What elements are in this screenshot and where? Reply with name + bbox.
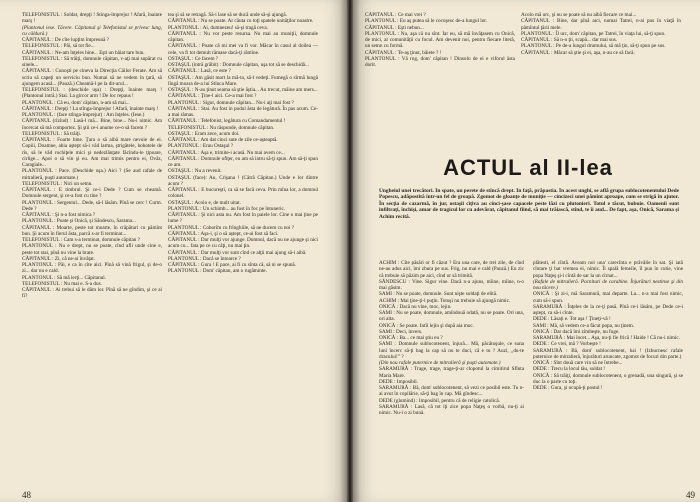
dialogue-line: PLANTONUL : Că eu, dom' căpitan, n-am să mai... <box>22 99 130 106</box>
dialogue-line: SAMI : Nu se poate, domnule, amîndouă odată, nu se poate. Ori una, ori alta. <box>379 310 524 323</box>
dialogue-line: TELEFONISTUL : Să trăiţi. <box>22 130 82 137</box>
dialogue-line: plătesti, el cîntă. Aveam noi una' carecînta e prăvălie în sat. Şi iată cîntare ţi bat vremea ei, nimic. Îl spală femeile, îl pun în cutie, vine popa Naţeş şi-i cîntă de sar la un cîrnat... <box>533 260 683 279</box>
dialogue-line: CĂPITANUL : Ai trebui să le dăm lor. Pînă să ne gîndim, şi ce ai fi? <box>22 287 162 300</box>
dialogue-line: ONICĂ : Şi zi-i, mă Saramură, mai departe. La... n-a mai fost nimic, cum să-i spun. <box>533 291 683 304</box>
dialogue-line: CĂPITANUL : Ce mai vrei ? <box>365 12 426 18</box>
dialogue-line: TELEFONISTUL : Nici un semn. <box>22 180 93 187</box>
dialogue-line: PLANTONUL : Nu, aşa că nu sînt. Iar eu, să mă învăţasem cu Onică, de mici, al comunităţii cu focul. Am devenit noi, pentru fiecare literă, un semn cu formă. <box>365 30 515 50</box>
dialogue-line: (Din nou rafale puternice de mitralieră şi puşti automate.) <box>379 360 501 366</box>
dialogue-line: OSTAŞUL : Ce facem ? <box>168 55 219 62</box>
dialogue-line: SARAMURĂ : Lasă, că tot îţi zice popa Naţeş o vorbă, nu-ţi ai nimic. Nu-i o zi bună. <box>379 403 524 416</box>
dialogue-line: ONICĂ : Sînt două care vin să ne întrebe... <box>533 360 623 366</box>
dialogue-line: OSTAŞUL : Nu a revenit. <box>168 168 222 175</box>
dialogue-line: SAMI : Domnule sublocotenent, înjură... Mă, păcătoşule, ce suna luni încerc să-ţi bag la cap să nu te duci, că e tu ? Auzi, „du-te dracului!” ? <box>379 341 524 360</box>
dialogue-line: PLANTONUL : Poate şi Onică, şi Săndescu, Sarama... <box>22 218 136 225</box>
dialogue-line: PLANTONUL : Erau Ostaşul ? <box>168 143 234 150</box>
dialogue-line: ACHIM : Cîte păsări or fi căzut ? Era una care, de trei zile, de cînd ne-au adus aici, îmi zbura pe sus. Frig, nu mai e cald (Pauză.) Eu zic că trebuie să păzim pe aici, cînd or să trimită. <box>379 260 524 279</box>
dialogue-line: CĂPITANUL : Nu se poate. Ar căuta cu toţi spatele unităţilor noastre. <box>168 18 314 25</box>
right-page-column-4 <box>533 260 683 482</box>
dialogue-line: TELEFONISTUL : Soldat, drepţi ! Stinga-împrejur ! Afară, înainte marş ! <box>22 12 162 25</box>
dialogue-line: PLANTONUL : Îl urc, dom' căpitan, pe Tatrei, în viaţa lui, să-ţi spun. <box>521 30 666 37</box>
dialogue-line: PLANTONUL : Eu aş putea să le cocoşesc de-a lungul lor. <box>365 18 488 25</box>
dialogue-line: OSTAŞUL : Am găsit mort la mă-ta, să-l vedeţi. Fumegă o sîrmă lungă lîngă moara de-a lui Stînca Mare. <box>168 74 318 87</box>
dialogue-line: ONICĂ : Ba... ce mai ştiu eu ? <box>379 335 443 341</box>
dialogue-line: SĂNDESCU : Vine. Sigur vine. Dacă n-a ajuns, mîine, mîine, n-o mai găsim. <box>379 278 524 291</box>
dialogue-line: SARAMURĂ : Bă, dom' sublocotenent, hai ! (Izbucnesc rafale puternice de mitralieră, înjurături aruncate, zgomot de focuri din parte.) <box>533 347 683 360</box>
dialogue-line: SARAMURĂ : Trage, trage, trage-ţi-ar clopotul la cimitirul Sfînta Maria Mare. <box>379 366 524 379</box>
dialogue-line: CĂPITANUL : Am dat cinci sute de zile ce-aşteaptă. <box>168 137 278 143</box>
dialogue-line: OSTAŞUL (face): Au, Crişana ! (Cătră Căpitan.) Unde e lor dintre acum ? <box>168 174 318 187</box>
dialogue-line: CĂPITANUL : Cunoşti pe cineva la Direcţia Căilor Ferate. Am să scriu să capeţi un serviciu bun. Numai să ne vedem în ţară, să ajungem acasă... (Pauză.) Cheamă-l pe la dit-arul... <box>22 68 162 87</box>
dialogue-line: SAMI : Nu se poate, domnule. Sunt nişte soldaţi de elită. <box>379 291 498 298</box>
dialogue-line: CĂPITANUL : Stai. Au fost in podul ăsta de legătură. În pas acum. Ce-a mai rămas. <box>168 105 318 118</box>
dialogue-line: SARAMURĂ : Înţeles de la ce-ţi pasă. Pînă ce-i lăsăm, pe Dede ce-i aştept, ca să-i cînte. <box>533 303 683 316</box>
dialogue-line: PLANTONUL : Pe de-a lungul drumului, să mă ţin, să-ţi spun pe sus. <box>521 43 666 50</box>
dialogue-line: PLANTONUL : Coborîm cu frînghiile, să ne ducem cu noi ? <box>168 224 295 231</box>
left-page-column-1 <box>22 12 162 484</box>
dialogue-line: CĂPITANUL : Lasă, ce este ? <box>168 68 231 75</box>
dialogue-line: PLANTONUL : (face stînga-împrejur) : Am înţeles. (Iese.) <box>22 112 145 118</box>
dialogue-line: PLANTONUL : Păi, e ca în cîte aici. Pînă să vină frigul, şi de-o zi... dar nu e cald. <box>22 262 162 275</box>
page-fold-shadow-right <box>353 0 360 502</box>
dialogue-line: CĂPITANUL : Ne-am înţeles bine... Eşti un băiat tare bun. <box>22 49 145 56</box>
dialogue-line: PLANTONUL : Sigur, domnule căpitan... Nu-i aţi mai fost ? <box>168 99 294 106</box>
dialogue-line: SARAMURĂ : Mai încet... Aşa, nu-ţi fie frică ! Haide ! Că nu-i nimic. <box>533 335 680 341</box>
dialogue-line: DEDE : Trecu la locul tău, soldat ! <box>533 366 606 373</box>
left-page <box>0 0 347 502</box>
dialogue-line: CĂPITANUL : E bucureşti, ca să se facă ceva. Prin mîna lor, a domnul colonel. <box>168 187 318 200</box>
dialogue-line: CĂPITANUL : Moarte, peste tot moarte, în crăpături cu pămînt bun. Şi acum în fierul ăsta, parcă s-ar fi terminat... <box>22 224 162 237</box>
dialogue-line: SAMI : Mă, să vedem ce-a făcut popa, nu ţinem. <box>533 322 635 329</box>
dialogue-line: CĂPITANUL : E timbrul. Şi ce-i Dede ? Cum se cheamă. Domnule sergent, şi ce-a fost cu tine ? <box>22 187 162 200</box>
dialogue-line: PLANTONUL : Nu e drept, nu se poate, cînd afli unde cine e, peste tot stai, pînă nu vine la brate. <box>22 243 162 256</box>
dialogue-line: PLANTONUL : Dom' căpitan, am o rugăminte. <box>168 268 267 275</box>
act-title: ACTUL al II-lea <box>443 155 613 180</box>
dialogue-line: CĂPITANUL : Nu vor peste resursa. Nu mai au muniţii, domnule căpitan. <box>168 30 318 43</box>
right-page-column-2 <box>521 12 681 142</box>
dialogue-line: ONICĂ : Dacă nu vine, moc, lejin. <box>379 303 452 310</box>
dialogue-line: ONICĂ : Dar dacă îmi zîmbeşte, nu fuge. <box>533 328 620 335</box>
dialogue-line: DEDE : Imposibil. <box>379 378 419 385</box>
dialogue-line: TELEFONISTUL : Nu răspunde, domnule căpitan. <box>168 124 275 131</box>
dialogue-line: CĂPITANUL : Dar mulţi vor ajunge. Domnul, dacă nu ne ajunge şi nici acum cu... fata pe ce cu câţi, nu mai ţin. <box>168 237 318 250</box>
dialogue-line: CĂPITANUL : Poate că mi mei va fi vor. Măcar în casul al doilea — cele, va fi tot demult rămase dacă-ţi rămîne. <box>168 43 318 56</box>
left-page-column-2 <box>168 12 318 444</box>
page-fold-shadow <box>340 0 347 502</box>
dialogue-line: CĂPITANUL : Măcar să ştie şi ei, aşa, n-au ce să facă. <box>521 49 635 56</box>
dialogue-line: CĂPITANUL : Bine, dar pînă aici, numai Tatrei, n-ai pus în viaţă în pămîntul ţării mele. <box>521 18 681 31</box>
dialogue-line: TELEFONISTUL : Cam s-a terminat, domnule căpitan ? <box>22 237 140 243</box>
dialogue-line: PLANTONUL : Sergentul... Dede, să-l lăsăm. Pînă se cerc ! Curm. Dede ? <box>22 199 162 212</box>
dialogue-line: CĂPITANUL : Drepţi ! La stînga-împrejur ! Afară, înainte marş ! <box>22 105 159 112</box>
dialogue-line: TELEFONISTUL : Să trăiţi, domnule căpitan, v-aţi mai supărat cu sinele... <box>22 55 162 68</box>
dialogue-line: CĂPITANUL : Aşa-i, şi o să aştept, ce-ai fost să faci. <box>168 230 279 237</box>
dialogue-line: ACHIM : Mai ţine-ţi-l puţin. Totuşi nu trebuie să ajungă nimic. <box>379 297 511 304</box>
right-page-column-1 <box>365 12 515 142</box>
dialogue-line: PLANTONUL : Vă rog, dom' căpitan ! Dinsolo de ei e viforul ăsta dorit. <box>365 55 515 68</box>
dialogue-line: PLANTONUL : Pace. (Deschide uşa.) Aici ? (Se aud rafale de mitralieră, puşti automate.) <box>22 168 162 181</box>
dialogue-line: CĂPITANUL : Dar mulţi vor sunt cînd ce alţii mai ajung să-i aibă. <box>168 249 307 256</box>
dialogue-line: CĂPITANUL : Zi, că ne-ai învăţat. <box>22 255 96 262</box>
dialogue-line: PLANTONUL : Un schimb... au fost în foc pe întuneric. <box>168 205 286 212</box>
dialogue-line: CĂPITANUL : Şi n-a fost nimica ? <box>22 212 96 218</box>
dialogue-line: OSTAŞUL : N-au ţinut seama să ştie ăştia... Au trecut, mâine am mers... <box>168 87 318 93</box>
dialogue-line: DEDE (glumind) : Imposibil, pentru că de religie catolică. <box>379 397 501 404</box>
dialogue-line: CĂPITANUL : Ţine-l aici. Ce-a mai fost ? <box>168 93 257 100</box>
dialogue-line: tea şi să se retragă. Să-i lase să se ducă unde să-şi ajungă. <box>168 12 287 18</box>
page-number-right: 49 <box>686 490 695 500</box>
dialogue-line: CĂPITANUL : Domnule ofiţer, eu am să intru să-ţi spun. Am să-ţi spun ce am. <box>168 155 318 168</box>
dialogue-line: ONICĂ : Se poate. Intîi lejin şi după aia moc. <box>379 322 474 329</box>
dialogue-line: SAMI : Deci, invers. <box>379 328 423 335</box>
dialogue-line: TELEFONISTUL : (deschide uşa) : Drepţi, înainte marş ! (Plantonul intră.) Stai. La gircor arm ! De loc repaus ! <box>22 87 162 100</box>
dialogue-line: TELEFONISTUL : Nu mai e. S-a dus. <box>22 280 102 287</box>
dialogue-line: OSTAŞUL : Eram zece, acum doi. <box>168 130 240 137</box>
dialogue-line: CĂPITANUL : Eşti nebun... <box>365 24 424 31</box>
dialogue-line: SARAMURĂ : Bă, dom' sublocotenent, să vezi ce posibil este. Tu n-ai avut în copilărie, să-ţi bag în cap. Mă gîndesc... <box>379 385 524 398</box>
dialogue-line: PLANTONUL : Dacă se întoarce ? <box>168 255 241 262</box>
dialogue-line: CĂPITANUL : Să n-o ţii, scapă... dar mai sus. <box>521 37 618 43</box>
dialogue-line: TELEFONISTUL : Păi, să tot fie... <box>22 43 95 50</box>
page-number-left: 48 <box>22 490 31 500</box>
dialogue-line: OSTAŞUL : Acolo e, de mult uitat. <box>168 199 241 206</box>
dialogue-line: Acolo mă urc, şi nu se poate să nu aibă fiecare ce mai... <box>521 12 637 18</box>
dialogue-line: DEDE : Gura, şi ocupă-ţi postul ! <box>533 385 603 391</box>
dialogue-line: PLANTONUL : Ai, dumnezeu! să-şi tragă ceva. <box>168 24 268 31</box>
dialogue-line: CĂPITANUL : Te-aş ţinut, băiete ? ! <box>365 49 442 56</box>
dialogue-line: CĂPITANUL (rîzînd) : Lasă-l mă... Bine, bine... Nu-i nimic. Am încercat să mă comportez. Şi ştii ce-i anume ce-o să facem ? <box>22 118 162 131</box>
right-page-column-3 <box>379 260 524 490</box>
dialogue-line: PLANTONUL : Să mă ierţi... Căpitanul. <box>22 274 106 281</box>
dialogue-line: OSTAŞUL (intră grăbit) : Domnule căpitan, uşa tot să se deschidă... <box>168 62 309 68</box>
dialogue-line: ONICĂ : Să trăiţi, domnule sublocotenent, o grenadă, una singură, şi se duc la o parte cu toţi. <box>533 372 683 385</box>
dialogue-line: CĂPITANUL : Telefonist, legătura cu Comandamentul ! <box>168 118 286 125</box>
dialogue-line: DEDE : Lăsaţi e. Tot aşa ! Ţineţi-vă ! <box>533 316 611 323</box>
dialogue-line: (Rafale de mitralieră. Pocnituri de carabine. Înjurături nestinse şi din nou tăcere.) <box>533 278 683 291</box>
dialogue-line: CĂPITANUL : Aşa e, trimite-i acasă. Nu mai avem ce... <box>168 149 285 156</box>
dialogue-line: DEDE : Ce vrei, mă ? Vorbeşte ! <box>533 341 601 348</box>
act-intro-stage-direction: Ungheiul unei trecători. În spate, un perete de stîncă drept. În faţă, prăpastia. În acest unghi, se află grupa sublocotenentului Dede Popescu, adăpostită într-un fel de groapă. Zgomot de gloanţe de muniţie — cincizeci unei pămînt aproape, cum se strigă în ajutor. În secţia de cazarmă, în jur, ostaşii cîţiva au cinci-şase capacele peste lăzi cu plutonieri. Totul e tăcut, bubuie. Oamenii sunt infiltraţi, închişi, amar de tragicul lor cu adevărat, căpitanul fiind, să mai trăiască, stînd, te îi aud... De fapt, aşa, Onică, Sarama şi Achim recită. <box>379 188 679 220</box>
dialogue-line: CĂPITANUL : Şi nici asta nu. Am fost în paiele lor. Cine o mai ţine pe lume ? <box>168 212 318 225</box>
dialogue-line: CĂPITANUL : De cîte lupţim împreună ? <box>22 37 109 43</box>
dialogue-line: CĂPITANUL : Foarte bine. Ţara o să aibă mare nevoie de ei. Copiii, Doamne, abia aştept să-i văd larma, ştrigătele, hohotele de rîs, să le văd rochiţele mici şi nedezlănţate făcîndu-le ţipoare, cirlige... Apoi o să vin şi eu. Am mai trimis pentru ei, Ovăz, Caragiale... <box>22 137 162 168</box>
dialogue-line: (Plantonul iese. Tăcere. Căpitanul şi Telefonistul se privesc lung, cu căldură.) <box>22 24 162 37</box>
right-page <box>353 0 700 502</box>
dialogue-line: CĂPITANUL : Gura ! E pace, ai fi cu sînta că, să ni se spună. <box>168 262 297 268</box>
